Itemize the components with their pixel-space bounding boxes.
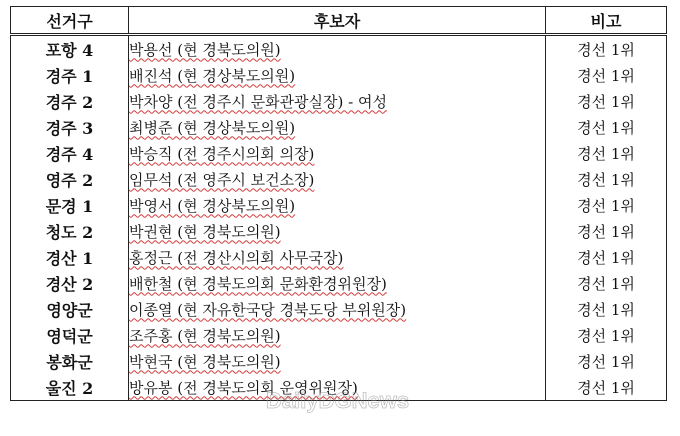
candidate-cell: [129, 270, 546, 296]
candidate-text: 홍정근 (전 경산시의회 사무국장): [129, 248, 344, 267]
candidate-cell: [129, 244, 546, 270]
candidate-text: 배한철 (현 경북도의회 문화환경위원장): [129, 274, 387, 293]
header-district: 선거구: [11, 7, 129, 35]
header-candidate: 후보자: [129, 7, 546, 35]
district-cell: 포항 4: [11, 35, 129, 63]
table-row: [11, 322, 667, 348]
candidate-text: 박현국 (현 경북도의원): [129, 352, 281, 371]
district-cell: 울진 2: [11, 374, 129, 401]
district-cell: 경주 1: [11, 62, 129, 88]
table-header-row: [11, 7, 667, 35]
district-cell: 문경 1: [11, 192, 129, 218]
note-cell: 경선 1위: [546, 374, 667, 401]
table-row: [11, 374, 667, 401]
note-cell: 경선 1위: [546, 270, 667, 296]
table-row: [11, 348, 667, 374]
candidate-cell: [129, 218, 546, 244]
candidate-cell: [129, 166, 546, 192]
candidate-text: 이종열 (현 자유한국당 경북도당 부위원장): [129, 300, 407, 319]
candidate-cell: [129, 296, 546, 322]
candidate-text: 박권현 (현 경북도의원): [129, 222, 281, 241]
table-row: [11, 296, 667, 322]
candidate-text: 박승직 (전 경주시의회 의장): [129, 144, 315, 163]
table-row: [11, 192, 667, 218]
watermark-text: DailyDGNews: [266, 388, 410, 413]
table-row: [11, 244, 667, 270]
note-cell: 경선 1위: [546, 88, 667, 114]
note-cell: 경선 1위: [546, 244, 667, 270]
table-row: [11, 166, 667, 192]
table-row: [11, 140, 667, 166]
candidate-cell: [129, 192, 546, 218]
table-row: [11, 218, 667, 244]
district-cell: 경주 4: [11, 140, 129, 166]
note-cell: 경선 1위: [546, 166, 667, 192]
candidate-cell: [129, 62, 546, 88]
note-cell: 경선 1위: [546, 35, 667, 63]
district-cell: 경주 2: [11, 88, 129, 114]
candidate-text: 조주홍 (현 경북도의원): [129, 326, 281, 345]
candidate-cell: [129, 35, 546, 63]
candidate-text: 박영서 (현 경상북도의원): [129, 196, 296, 215]
candidate-text: 박차양 (전 경주시 문화관광실장) - 여성: [129, 92, 387, 111]
note-cell: 경선 1위: [546, 296, 667, 322]
candidate-text: 박용선 (현 경북도의원): [129, 40, 281, 59]
candidate-text: 임무석 (전 영주시 보건소장): [129, 170, 315, 189]
candidate-cell: [129, 374, 546, 401]
candidate-cell: [129, 114, 546, 140]
note-cell: 경선 1위: [546, 114, 667, 140]
candidate-cell: [129, 322, 546, 348]
table-row: [11, 62, 667, 88]
district-cell: 경주 3: [11, 114, 129, 140]
note-cell: 경선 1위: [546, 322, 667, 348]
note-cell: 경선 1위: [546, 348, 667, 374]
table-row: [11, 88, 667, 114]
candidate-text: 배진석 (현 경상북도의원): [129, 66, 296, 85]
table-row: [11, 114, 667, 140]
candidate-table: [10, 6, 667, 401]
table-row: [11, 270, 667, 296]
district-cell: 봉화군: [11, 348, 129, 374]
candidate-cell: [129, 140, 546, 166]
district-cell: 청도 2: [11, 218, 129, 244]
note-cell: 경선 1위: [546, 192, 667, 218]
candidate-cell: [129, 348, 546, 374]
note-cell: 경선 1위: [546, 218, 667, 244]
table-row: [11, 35, 667, 63]
note-cell: 경선 1위: [546, 140, 667, 166]
district-cell: 영덕군: [11, 322, 129, 348]
candidate-text: 방유봉 (전 경북도의회 운영위원장): [129, 378, 358, 397]
district-cell: 경산 2: [11, 270, 129, 296]
district-cell: 영주 2: [11, 166, 129, 192]
candidate-text: 최병준 (현 경상북도의원): [129, 118, 296, 137]
header-note: 비고: [546, 7, 667, 35]
district-cell: 영양군: [11, 296, 129, 322]
candidate-cell: [129, 88, 546, 114]
note-cell: 경선 1위: [546, 62, 667, 88]
district-cell: 경산 1: [11, 244, 129, 270]
